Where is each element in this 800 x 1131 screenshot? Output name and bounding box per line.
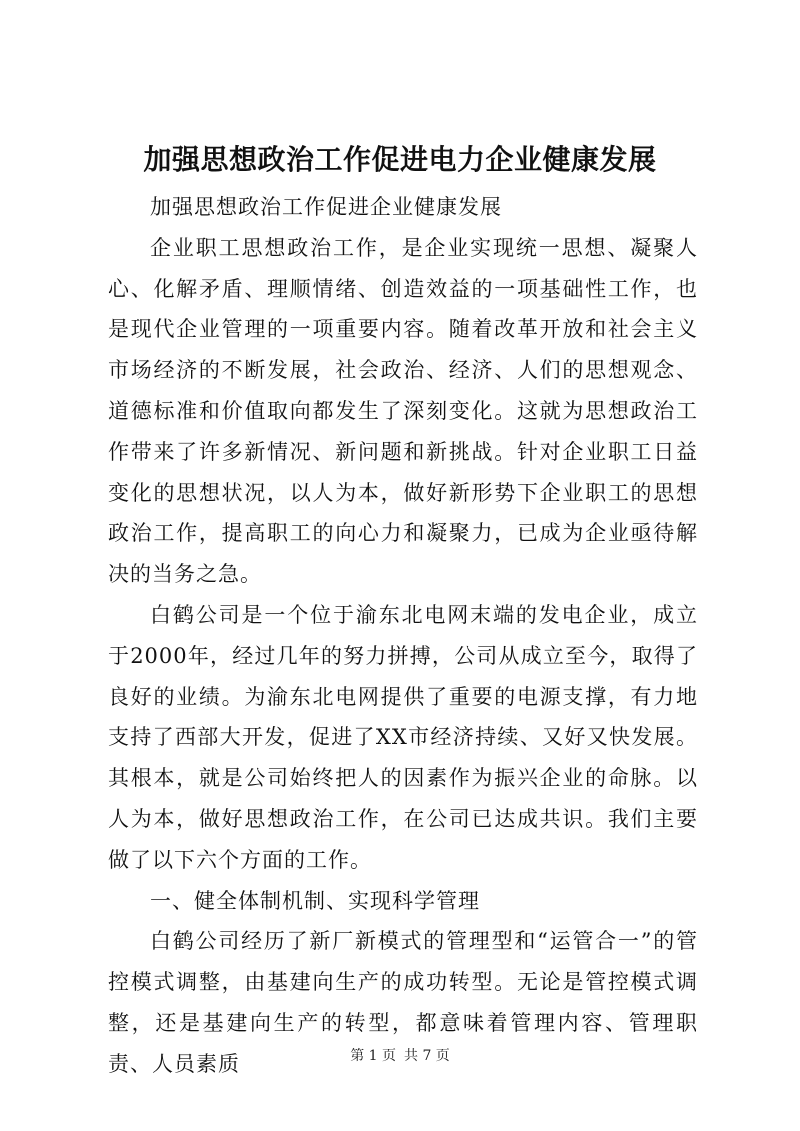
page-total: 共 7 页: [404, 1048, 450, 1064]
subtitle-paragraph: 加强思想政治工作促进企业健康发展: [150, 195, 502, 219]
body-paragraph: 白鹤公司是一个位于渝东北电网末端的发电企业，成立于2000年，经过几年的努力拼搏，公司从成立至今，取得了良好的业绩。为渝东北电网提供了重要的电源支撑，有力地支持了西部大开发，促进了XX市经济持续、又好又快发展。其根本，就是公司始终把人的因素作为振兴企业的命脉。以人为本，做好思想政治工作，在公司已达成共识。我们主要做了以下六个方面的工作。: [108, 602, 698, 872]
document-body: [108, 187, 698, 1085]
body-paragraph: 企业职工思想政治工作，是企业实现统一思想、凝聚人心、化解矛盾、理顺情绪、创造效益的一项基础性工作，也是现代企业管理的一项重要内容。随着改革开放和社会主义市场经济的不断发展，社会政治、经济、人们的思想观念、道德标准和价值取向都发生了深刻变化。这就为思想政治工作带来了许多新情况、新问题和新挑战。针对企业职工日益变化的思想状况，以人为本，做好新形势下企业职工的思想政治工作，提高职工的向心力和凝聚力，已成为企业亟待解决的当务之急。: [108, 235, 698, 587]
page-footer: [0, 1046, 800, 1066]
page-number: 第 1 页: [350, 1048, 396, 1064]
section-heading: 一、健全体制机制、实现科学管理: [150, 888, 480, 913]
body-paragraph: 白鹤公司经历了新厂新模式的管理型和“运管合一”的管控模式调整，由基建向生产的成功转型。无论是管控模式调整，还是基建向生产的转型，都意味着管理内容、管理职责、人员素质: [108, 929, 698, 1076]
document-title: 加强思想政治工作促进电力企业健康发展: [143, 143, 657, 176]
